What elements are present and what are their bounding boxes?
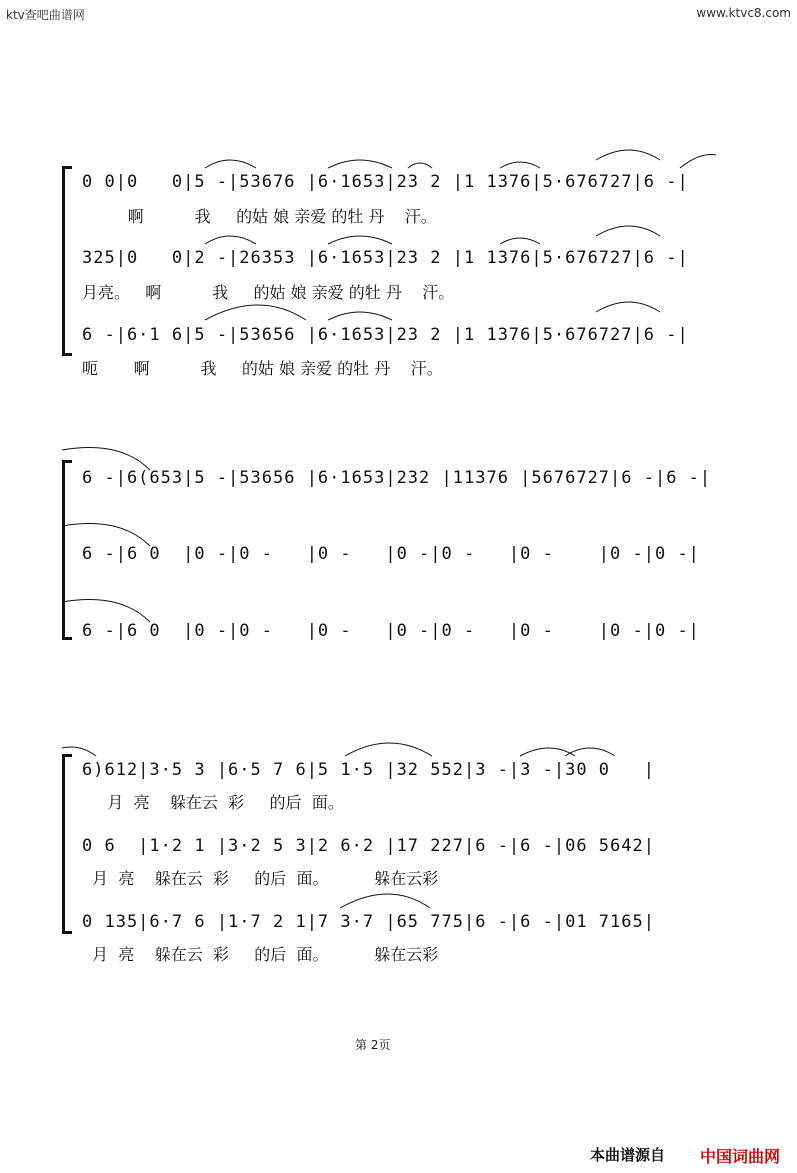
staff-soprano-notes: 0 0|0 0|5 -|53676 |6·1653|23 2 |1 1376|5·676727|6 -|	[82, 172, 689, 192]
page-number: 第 2页	[355, 1038, 391, 1052]
staff-soprano-lyrics: 啊 我 的姑 娘 亲爱 的牡 丹 汗。	[82, 207, 437, 226]
watermark-left: ktv查吧曲谱网	[6, 8, 85, 22]
staff-alto-notes: 6 -|6 0 |0 -|0 - |0 - |0 -|0 - |0 - |0 -|0 -|	[82, 544, 700, 564]
staff-soprano-notes: 6)612|3·5 3 |6·5 7 6|5 1·5 |32 552|3 -|3 -|30 0 |	[82, 760, 655, 780]
staff-bass-lyrics: 呃 啊 我 的姑 娘 亲爱 的牡 丹 汗。	[82, 359, 443, 378]
staff-alto-notes: 0 6 |1·2 1 |3·2 5 3|2 6·2 |17 227|6 -|6 -|06 5642|	[82, 836, 655, 856]
staff-bass-notes: 0 135|6·7 6 |1·7 2 1|7 3·7 |65 775|6 -|6 -|01 7165|	[82, 912, 655, 932]
footer-site-link[interactable]: 中国词曲网	[700, 1147, 781, 1166]
staff-alto-notes: 325|0 0|2 -|26353 |6·1653|23 2 |1 1376|5·676727|6 -|	[82, 248, 689, 268]
staff-soprano-notes: 6 -|6(653|5 -|53656 |6·1653|232 |11376 |5676727|6 -|6 -|	[82, 468, 712, 488]
staff-bass-lyrics: 月 亮 躲在云 彩 的后 面。 躲在云彩	[82, 945, 439, 964]
staff-alto-lyrics: 月亮。 啊 我 的姑 娘 亲爱 的牡 丹 汗。	[82, 283, 455, 302]
staff-bass-notes: 6 -|6·1 6|5 -|53656 |6·1653|23 2 |1 1376|5·676727|6 -|	[82, 325, 689, 345]
staff-alto-lyrics: 月 亮 躲在云 彩 的后 面。 躲在云彩	[82, 869, 439, 888]
watermark-right: www.ktvc8.com	[696, 6, 791, 20]
staff-soprano-lyrics: 月 亮 躲在云 彩 的后 面。	[82, 793, 344, 812]
footer-source-label: 本曲谱源自	[590, 1146, 666, 1164]
staff-bass-notes: 6 -|6 0 |0 -|0 - |0 - |0 -|0 - |0 - |0 -|0 -|	[82, 621, 700, 641]
